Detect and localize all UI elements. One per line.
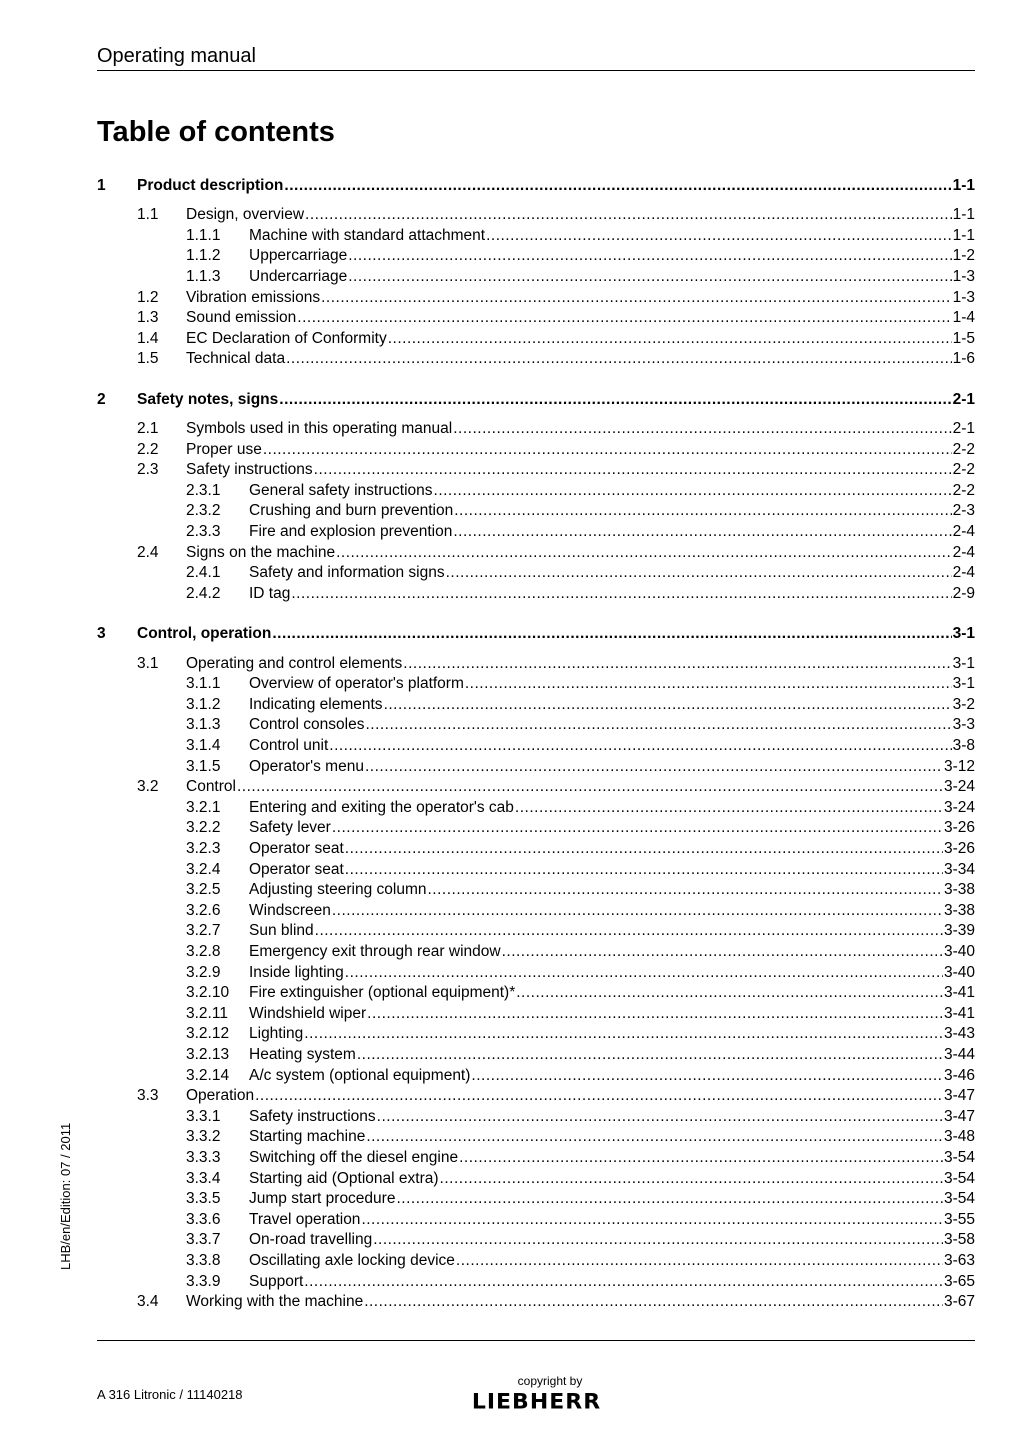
toc-leader-dots: [336, 543, 952, 564]
toc-entry[interactable]: [97, 543, 975, 564]
toc-leader-dots: [471, 1066, 943, 1087]
toc-leader-dots: [345, 839, 943, 860]
toc-entry[interactable]: [97, 584, 975, 605]
toc-entry-page: 3-24: [943, 778, 975, 796]
toc-leader-dots: [440, 1169, 943, 1190]
toc-entry[interactable]: [97, 349, 975, 370]
toc-leader-dots: [454, 501, 951, 522]
toc-entry-number: 2: [97, 390, 106, 408]
edition-label: LHB/en/Edition: 07 / 2011: [58, 1122, 73, 1270]
toc-entry-title: Entering and exiting the operator's cab: [249, 798, 514, 816]
toc-entry-page: 1-1: [952, 206, 975, 224]
toc-entry-number: 3.2.11: [186, 1004, 228, 1022]
toc-entry-number: 3.3.7: [186, 1231, 221, 1249]
toc-entry-number: 3.2.13: [186, 1045, 230, 1063]
toc-entry-page: 3-40: [943, 942, 975, 960]
toc-entry-page: 2-3: [952, 502, 975, 520]
toc-entry-title: Technical data: [186, 350, 286, 368]
toc-entry-page: 3-54: [943, 1169, 975, 1187]
toc-entry-page: 1-1: [952, 177, 975, 194]
toc-entry-page: 1-5: [952, 329, 975, 347]
toc-entry[interactable]: [97, 1148, 975, 1169]
toc-entry[interactable]: [97, 1107, 975, 1128]
toc-entry-page: 3-8: [952, 736, 975, 754]
toc-entry-page: 3-58: [943, 1231, 975, 1249]
toc-entry[interactable]: [97, 419, 975, 440]
toc-entry[interactable]: [97, 1189, 975, 1210]
toc-entry-number: 3.2.6: [186, 901, 221, 919]
toc-entry-page: 2-4: [952, 564, 975, 582]
toc-leader-dots: [348, 246, 951, 267]
toc-entry-page: 3-2: [952, 695, 975, 713]
toc-entry-number: 3.3.6: [186, 1210, 221, 1228]
toc-entry[interactable]: [97, 715, 975, 736]
toc-entry-number: 1.5: [137, 350, 159, 368]
toc-leader-dots: [453, 522, 951, 543]
toc-entry-number: 3.2.10: [186, 984, 230, 1002]
toc-entry-title: Windshield wiper: [249, 1004, 367, 1022]
toc-leader-dots: [403, 654, 951, 675]
toc-entry-number: 1.1.2: [186, 247, 221, 265]
toc-entry-number: 3.3.4: [186, 1169, 221, 1187]
toc-entry[interactable]: [97, 1251, 975, 1272]
toc-entry-title: Operation: [186, 1087, 255, 1105]
toc-entry-page: 1-2: [952, 247, 975, 265]
toc-entry-page: 3-46: [943, 1066, 975, 1084]
toc-entry[interactable]: [97, 1045, 975, 1066]
toc-entry-number: 3.3.8: [186, 1251, 221, 1269]
toc-entry[interactable]: [97, 246, 975, 267]
document-id: A 316 Litronic / 11140218: [97, 1387, 243, 1402]
toc-entry-number: 2.3.2: [186, 502, 221, 520]
toc-entry-title: Support: [249, 1272, 304, 1290]
toc-entry-title: Sun blind: [249, 922, 314, 940]
toc-entry-page: 3-26: [943, 839, 975, 857]
toc-entry-page: 3-3: [952, 716, 975, 734]
copyright-text: copyright by: [517, 1374, 583, 1388]
toc-entry-number: 3.3.2: [186, 1128, 221, 1146]
toc-entry[interactable]: [97, 1292, 975, 1313]
toc-entry-title: Proper use: [186, 440, 262, 458]
toc-leader-dots: [272, 624, 951, 645]
toc-entry[interactable]: [97, 798, 975, 819]
toc-entry-number: 3.2.14: [186, 1066, 230, 1084]
toc-entry-page: 3-1: [952, 654, 975, 672]
toc-leader-dots: [453, 419, 951, 440]
toc-leader-dots: [255, 1086, 943, 1107]
toc-entry[interactable]: [97, 736, 975, 757]
toc-leader-dots: [516, 983, 943, 1004]
toc-entry-title: Operating and control elements: [186, 654, 403, 672]
toc-entry-title: Signs on the machine: [186, 543, 336, 561]
toc-entry-page: 3-24: [943, 798, 975, 816]
toc-entry-page: 2-2: [952, 440, 975, 458]
toc-entry-number: 3.3.9: [186, 1272, 221, 1290]
toc-leader-dots: [263, 440, 952, 461]
toc-entry[interactable]: [97, 777, 975, 798]
toc-entry-title: Operator's menu: [249, 757, 364, 775]
toc-entry-page: 2-4: [952, 543, 975, 561]
liebherr-logo: LIEBHERR: [471, 1390, 602, 1415]
toc-entry-number: 3.2.1: [186, 798, 221, 816]
toc-entry-number: 2.2: [137, 440, 159, 458]
toc-entry-title: Machine with standard attachment: [249, 226, 486, 244]
toc-entry-number: 3.1.4: [186, 736, 221, 754]
toc-entry-title: Heating system: [249, 1045, 356, 1063]
toc-entry-title: On-road travelling: [249, 1231, 373, 1249]
toc-entry-title: Lighting: [249, 1025, 304, 1043]
toc-leader-dots: [305, 205, 952, 226]
toc-entry-number: 3.2.5: [186, 881, 221, 899]
toc-entry[interactable]: [97, 460, 975, 481]
toc-entry-number: 3.2: [137, 778, 159, 796]
toc-entry-number: 3.2.2: [186, 819, 221, 837]
toc-entry-page: 3-41: [943, 1004, 975, 1022]
toc-entry-page: 3-38: [943, 901, 975, 919]
toc-entry[interactable]: [97, 880, 975, 901]
toc-entry-page: 3-38: [943, 881, 975, 899]
toc-entry-number: 3.3: [137, 1087, 159, 1105]
toc-entry-page: 3-44: [943, 1045, 975, 1063]
toc-entry-number: 1.2: [137, 288, 159, 306]
toc-entry-title: Operator seat: [249, 860, 344, 878]
toc-entry-title: ID tag: [249, 584, 291, 602]
toc-entry-number: 3.2.4: [186, 860, 221, 878]
toc-leader-dots: [348, 267, 951, 288]
toc-entry-page: 2-2: [952, 481, 975, 499]
toc-leader-dots: [284, 176, 951, 197]
toc-entry-title: Safety instructions: [249, 1107, 376, 1125]
toc-entry-title: Control consoles: [249, 716, 365, 734]
toc-entry-title: Switching off the diesel engine: [249, 1148, 459, 1166]
toc-entry-page: 3-34: [943, 860, 975, 878]
toc-leader-dots: [304, 1272, 943, 1293]
header-title: Operating manual: [97, 45, 256, 67]
toc-entry-number: 2.3.1: [186, 481, 221, 499]
toc-entry-title: EC Declaration of Conformity: [186, 329, 387, 347]
toc-entry-title: Operator seat: [249, 839, 344, 857]
toc-entry[interactable]: [97, 654, 975, 675]
toc-leader-dots: [428, 880, 943, 901]
toc-entry-page: 3-12: [943, 757, 975, 775]
toc-leader-dots: [279, 390, 951, 411]
toc-entry-number: 3.3.1: [186, 1107, 221, 1125]
toc-entry[interactable]: [97, 1066, 975, 1087]
toc-entry-number: 2.3.3: [186, 523, 221, 540]
toc-entry[interactable]: [97, 440, 975, 461]
toc-entry[interactable]: [97, 942, 975, 963]
toc-entry-number: 1.1.1: [186, 226, 221, 244]
toc-entry-title: Product description: [137, 177, 284, 194]
toc-entry[interactable]: [97, 818, 975, 839]
toc-entry[interactable]: [97, 1169, 975, 1190]
toc-entry[interactable]: [97, 522, 975, 543]
toc-leader-dots: [314, 460, 952, 481]
toc-leader-dots: [465, 674, 952, 695]
toc-entry-title: A/c system (optional equipment): [249, 1066, 471, 1084]
toc-entry-page: 3-54: [943, 1148, 975, 1166]
toc-entry-title: Safety instructions: [186, 461, 313, 479]
footer-divider: [97, 1340, 975, 1341]
header-divider: [97, 70, 975, 71]
toc-entry-title: Safety and information signs: [249, 564, 445, 582]
toc-entry-page: 3-1: [952, 625, 975, 643]
toc-leader-dots: [515, 798, 943, 819]
toc-leader-dots: [377, 1107, 943, 1128]
toc-leader-dots: [286, 349, 952, 370]
toc-entry[interactable]: [97, 624, 975, 645]
toc-entry-number: 3.1.5: [186, 757, 221, 775]
toc-entry-number: 3.1.2: [186, 695, 221, 713]
toc-entry-title: Crushing and burn prevention: [249, 502, 454, 520]
toc-entry-page: 3-41: [943, 984, 975, 1002]
toc-entry-page: 3-65: [943, 1272, 975, 1290]
toc-entry-title: Jump start procedure: [249, 1190, 396, 1208]
toc-entry[interactable]: [97, 695, 975, 716]
toc-leader-dots: [365, 715, 951, 736]
toc-entry-page: 2-1: [952, 390, 975, 408]
toc-entry-number: 2.4.1: [186, 564, 221, 582]
toc-entry-title: Windscreen: [249, 901, 331, 919]
toc-entry[interactable]: [97, 329, 975, 350]
toc-leader-dots: [502, 942, 943, 963]
toc-entry-page: 3-43: [943, 1025, 975, 1043]
toc-entry[interactable]: [97, 757, 975, 778]
toc-entry-number: 3.2.9: [186, 963, 221, 981]
toc-entry[interactable]: [97, 983, 975, 1004]
toc-entry-title: Symbols used in this operating manual: [186, 420, 453, 437]
toc-leader-dots: [291, 584, 951, 605]
toc-leader-dots: [384, 695, 952, 716]
toc-entry-number: 3.2.3: [186, 839, 221, 857]
toc-entry-number: 3.1.3: [186, 716, 221, 734]
toc-entry-page: 3-39: [943, 922, 975, 940]
toc-entry[interactable]: [97, 563, 975, 584]
toc-entry-title: Uppercarriage: [249, 247, 348, 265]
toc-entry[interactable]: [97, 901, 975, 922]
toc-entry-title: Adjusting steering column: [249, 881, 427, 899]
toc-entry-page: 2-4: [952, 523, 975, 540]
toc-entry[interactable]: [97, 1127, 975, 1148]
toc-entry-title: Safety notes, signs: [137, 390, 279, 408]
toc-entry-page: 1-3: [952, 288, 975, 306]
toc-entry[interactable]: [97, 226, 975, 247]
toc-entry-title: Control, operation: [137, 625, 272, 643]
toc-leader-dots: [459, 1148, 943, 1169]
toc-leader-dots: [332, 901, 943, 922]
toc-entry-number: 1.1.3: [186, 267, 221, 285]
toc-entry[interactable]: [97, 501, 975, 522]
toc-entry[interactable]: [97, 390, 975, 411]
toc-leader-dots: [304, 1024, 943, 1045]
toc-leader-dots: [237, 777, 943, 798]
toc-entry-number: 3.2.12: [186, 1025, 230, 1043]
toc-entry[interactable]: [97, 1272, 975, 1293]
page-title: Table of contents: [97, 116, 335, 148]
toc-entry-title: General safety instructions: [249, 481, 433, 499]
toc-leader-dots: [396, 1189, 943, 1210]
toc-leader-dots: [361, 1210, 943, 1231]
toc-entry-number: 2.4.2: [186, 584, 221, 602]
toc-entry-number: 3.2.7: [186, 922, 221, 940]
toc-entry-page: 3-54: [943, 1190, 975, 1208]
toc-entry-number: 3.1.1: [186, 675, 221, 693]
toc-leader-dots: [332, 818, 943, 839]
toc-entry-title: Starting machine: [249, 1128, 366, 1146]
toc-entry[interactable]: [97, 860, 975, 881]
toc-entry-page: 2-1: [952, 420, 975, 437]
toc-entry[interactable]: [97, 963, 975, 984]
toc-entry[interactable]: [97, 308, 975, 329]
toc-leader-dots: [367, 1004, 943, 1025]
toc-leader-dots: [345, 963, 943, 984]
toc-entry-title: Oscillating axle locking device: [249, 1251, 455, 1269]
toc-entry-title: Safety lever: [249, 819, 331, 837]
toc-entry-title: Travel operation: [249, 1210, 361, 1228]
toc-entry[interactable]: [97, 176, 975, 197]
toc-entry-number: 3.3.5: [186, 1190, 221, 1208]
toc-leader-dots: [329, 736, 951, 757]
toc-entry-title: Fire extinguisher (optional equipment)*: [249, 984, 516, 1002]
toc-leader-dots: [315, 921, 943, 942]
toc-entry-title: Emergency exit through rear window: [249, 942, 501, 960]
toc-entry-page: 3-26: [943, 819, 975, 837]
toc-entry-number: 3.1: [137, 654, 159, 672]
toc-leader-dots: [434, 481, 952, 502]
toc-entry[interactable]: [97, 1086, 975, 1107]
toc-entry-page: 3-47: [943, 1107, 975, 1125]
toc-entry[interactable]: [97, 1024, 975, 1045]
toc-entry-number: 1.4: [137, 329, 159, 347]
toc-leader-dots: [345, 860, 943, 881]
toc-leader-dots: [364, 1292, 943, 1313]
toc-entry[interactable]: [97, 921, 975, 942]
toc-entry-page: 2-9: [952, 584, 975, 602]
toc-entry-number: 3.2.8: [186, 942, 221, 960]
toc-entry[interactable]: [97, 288, 975, 309]
toc-entry-page: 3-55: [943, 1210, 975, 1228]
toc-entry-page: 1-6: [952, 350, 975, 368]
toc-entry-title: Working with the machine: [186, 1293, 364, 1311]
toc-leader-dots: [388, 329, 952, 350]
toc-leader-dots: [357, 1045, 943, 1066]
toc-entry-page: 3-47: [943, 1087, 975, 1105]
toc-entry-page: 1-1: [952, 226, 975, 244]
toc-entry-number: 3.4: [137, 1293, 159, 1311]
toc-entry-number: 1: [97, 177, 106, 194]
toc-leader-dots: [373, 1230, 943, 1251]
toc-entry-page: 3-67: [943, 1293, 975, 1311]
toc-entry[interactable]: [97, 674, 975, 695]
toc-entry[interactable]: [97, 1004, 975, 1025]
toc-entry-page: 1-3: [952, 267, 975, 285]
toc-entry[interactable]: [97, 267, 975, 288]
toc-entry-title: Inside lighting: [249, 963, 344, 981]
toc-entry-title: Vibration emissions: [186, 288, 321, 306]
toc-entry[interactable]: [97, 1210, 975, 1231]
toc-entry-title: Indicating elements: [249, 695, 383, 713]
toc-leader-dots: [321, 288, 951, 309]
toc-entry-page: 3-40: [943, 963, 975, 981]
toc-leader-dots: [365, 757, 943, 778]
toc-entry-title: Fire and explosion prevention: [249, 523, 453, 540]
toc-entry[interactable]: [97, 205, 975, 226]
toc-entry-number: 3.3.3: [186, 1148, 221, 1166]
toc-entry-page: 2-2: [952, 461, 975, 479]
toc-leader-dots: [456, 1251, 943, 1272]
toc-entry-title: Overview of operator's platform: [249, 675, 464, 693]
toc-entry-number: 1.1: [137, 206, 159, 224]
toc-entry-page: 1-4: [952, 309, 975, 327]
toc-entry-number: 2.3: [137, 461, 159, 479]
toc-entry[interactable]: [97, 839, 975, 860]
toc-entry-title: Sound emission: [186, 309, 297, 327]
toc-entry-number: 1.3: [137, 309, 159, 327]
toc-entry-number: 2.4: [137, 543, 159, 561]
toc-leader-dots: [486, 226, 952, 247]
toc-entry-title: Control unit: [249, 736, 329, 754]
toc-entry-title: Starting aid (Optional extra): [249, 1169, 439, 1187]
toc-entry[interactable]: [97, 1230, 975, 1251]
toc-entry-page: 3-63: [943, 1251, 975, 1269]
toc-entry-page: 3-1: [952, 675, 975, 693]
toc-entry-title: Control: [186, 778, 236, 796]
toc-entry-title: Design, overview: [186, 206, 305, 224]
toc-entry-number: 3: [97, 625, 106, 643]
toc-entry-page: 3-48: [943, 1128, 975, 1146]
toc-leader-dots: [446, 563, 952, 584]
toc-leader-dots: [366, 1127, 943, 1148]
toc-leader-dots: [297, 308, 951, 329]
toc-entry-title: Undercarriage: [249, 267, 348, 285]
toc-entry[interactable]: [97, 481, 975, 502]
toc-entry-number: 2.1: [137, 420, 159, 437]
